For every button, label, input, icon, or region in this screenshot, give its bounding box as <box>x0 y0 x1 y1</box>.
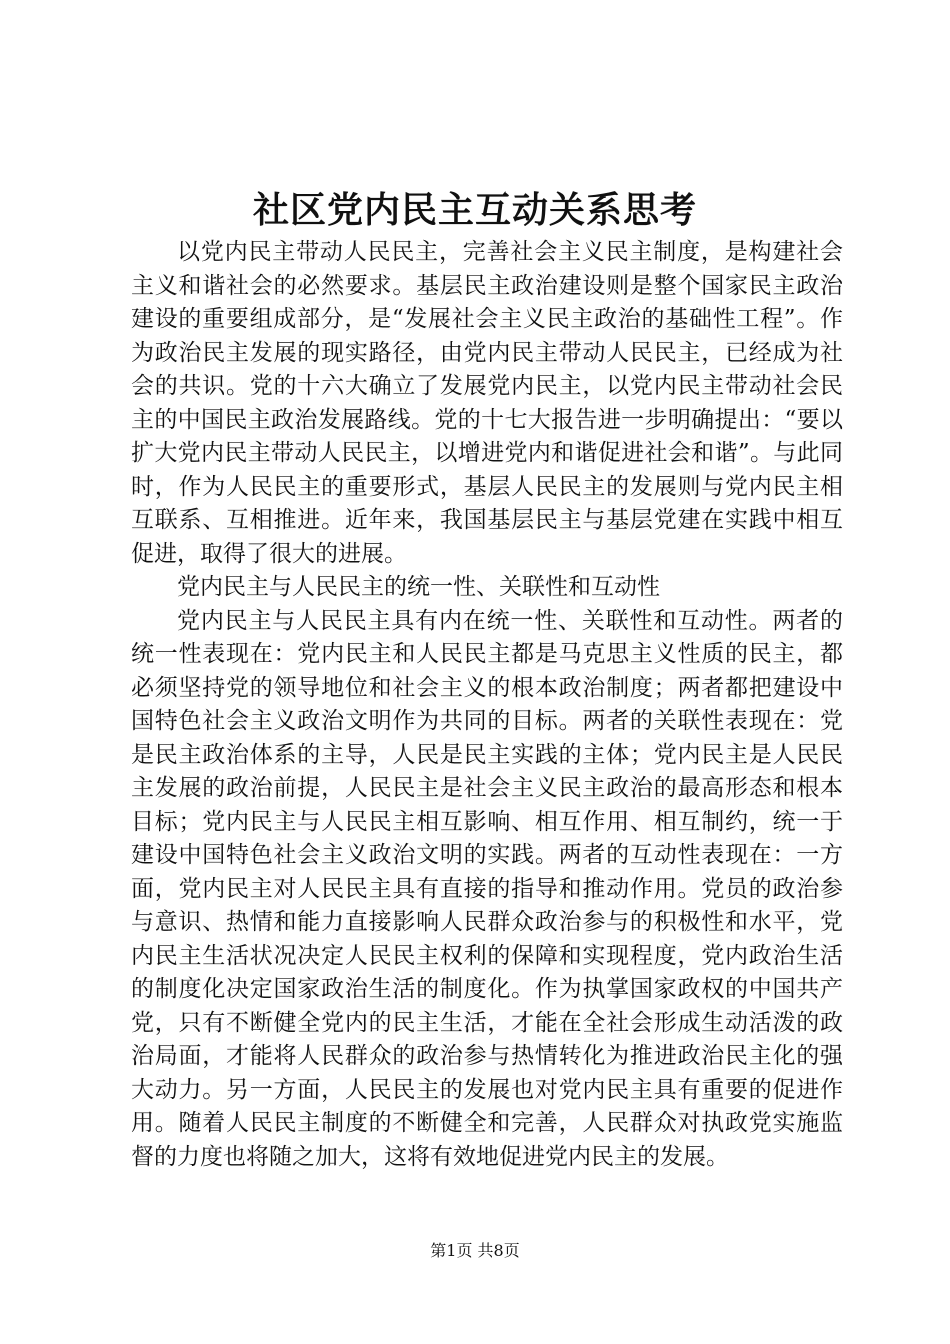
document-body <box>131 236 843 1174</box>
paragraph-section-heading: 党内民主与人民民主的统一性、关联性和互动性 <box>177 574 660 600</box>
document-title: 社区党内民主互动关系思考 <box>252 189 697 231</box>
page-number-footer: 第1页 共8页 <box>430 1241 520 1260</box>
paragraph-intro: 以党内民主带动人民民主，完善社会主义民主制度，是构建社会主义和谐社会的必然要求。基层民主政治建设则是整个国家民主政治建设的重要组成部分，是“发展社会主义民主政治的基础性工程”。作为政治民主发展的现实路径，由党内民主带动人民民主，已经成为社会的共识。党的十六大确立了发展党内民主，以党内民主带动社会民主的中国民主政治发展路线。党的十七大报告进一步明确提出：“要以扩大党内民主带动人民民主，以增进党内和谐促进社会和谐”。与此同时，作为人民民主的重要形式，基层人民民主的发展则与党内民主相互联系、互相推进。近年来，我国基层民主与基层党建在实践中相互促进，取得了很大的进展。 <box>131 239 843 567</box>
paragraph-analysis: 党内民主与人民民主具有内在统一性、关联性和互动性。两者的统一性表现在：党内民主和人民民主都是马克思主义性质的民主，都必须坚持党的领导地位和社会主义的根本政治制度；两者都把建设中国特色社会主义政治文明作为共同的目标。两者的关联性表现在：党是民主政治体系的主导，人民是民主实践的主体；党内民主是人民民主发展的政治前提，人民民主是社会主义民主政治的最高形态和根本目标；党内民主与人民民主相互影响、相互作用、相互制约，统一于建设中国特色社会主义政治文明的实践。两者的互动性表现在：一方面，党内民主对人民民主具有直接的指导和推动作用。党员的政治参与意识、热情和能力直接影响人民群众政治参与的积极性和水平，党内民主生活状况决定人民民主权利的保障和实现程度，党内政治生活的制度化决定国家政治生活的制度化。作为执掌国家政权的中国共产党，只有不断健全党内的民主生活，才能在全社会形成生动活泼的政治局面，才能将人民群众的政治参与热情转化为推进政治民主化的强大动力。另一方面，人民民主的发展也对党内民主具有重要的促进作用。随着人民民主制度的不断健全和完善，人民群众对执政党实施监督的力度也将随之加大，这将有效地促进党内民主的发展。 <box>131 607 843 1170</box>
